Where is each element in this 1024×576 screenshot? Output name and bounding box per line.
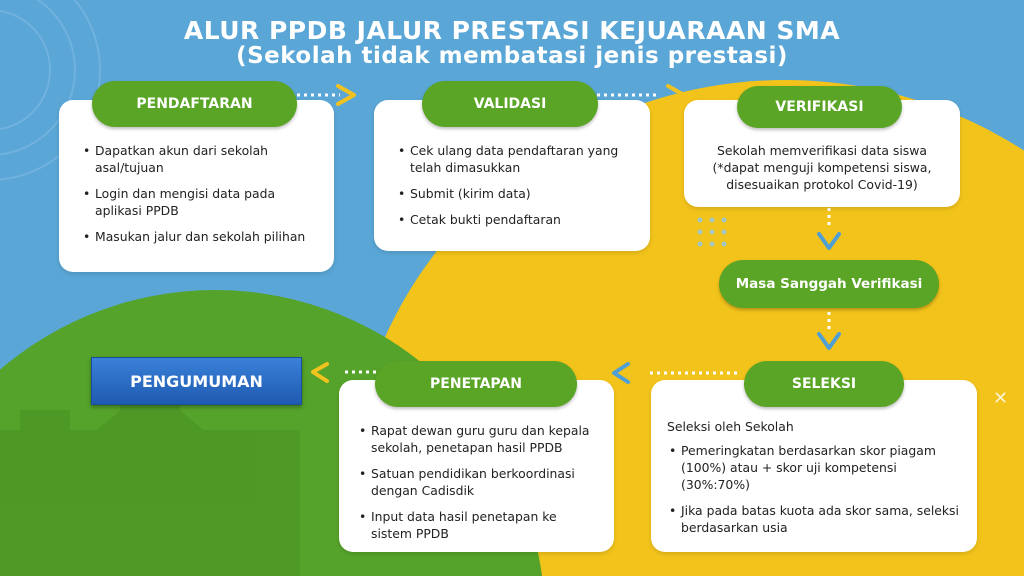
title-line-1: ALUR PPDB JALUR PRESTASI KEJUARAAN SMA: [183, 16, 841, 45]
pill-pendaftaran: PENDAFTARAN: [92, 81, 297, 127]
penetapan-item: • Rapat dewan guru guru dan kepala sekolah, penetapan hasil PPDB: [359, 422, 599, 456]
verifikasi-line: Sekolah memverifikasi data siswa: [716, 143, 927, 158]
arrow-to-verifikasi-icon: [668, 86, 684, 104]
arrow-to-sanggah-icon: [819, 234, 839, 248]
pill-validasi: VALIDASI: [422, 81, 598, 127]
cross-mark: ✕: [993, 388, 1009, 409]
verifikasi-text: [684, 142, 960, 193]
pill-penetapan: PENETAPAN: [375, 361, 577, 407]
validasi-item: • Cetak bukti pendaftaran: [398, 211, 632, 228]
arrow-to-validasi-icon: [338, 86, 354, 104]
penetapan-list: [359, 422, 599, 551]
pill-verifikasi: VERIFIKASI: [737, 86, 902, 128]
seleksi-intro: Seleksi oleh Sekolah: [667, 419, 794, 434]
penetapan-item: • Satuan pendidikan berkoordinasi dengan Cadisdik: [359, 465, 599, 499]
pengumuman-button[interactable]: PENGUMUMAN: [91, 357, 302, 405]
arrow-to-seleksi-icon: [819, 334, 839, 348]
title-line-2: (Sekolah tidak membatasi jenis prestasi): [236, 43, 788, 69]
verifikasi-line: (*dapat menguji kompetensi siswa,: [712, 160, 932, 175]
seleksi-item: • Jika pada batas kuota ada skor sama, seleksi berdasarkan usia: [669, 502, 959, 536]
arrow-to-pengumuman-icon: [313, 364, 327, 381]
validasi-item: • Cek ulang data pendaftaran yang telah dimasukkan: [398, 142, 632, 176]
pendaftaran-item: • Dapatkan akun dari sekolah asal/tujuan: [83, 142, 315, 176]
pendaftaran-list: [83, 142, 315, 254]
penetapan-item: • Input data hasil penetapan ke sistem PPDB: [359, 508, 599, 542]
seleksi-list: [669, 442, 959, 545]
pill-seleksi: SELEKSI: [744, 361, 904, 407]
pendaftaran-item: • Masukan jalur dan sekolah pilihan: [83, 228, 315, 245]
verifikasi-line: disesuaikan protokol Covid-19): [726, 177, 918, 192]
seleksi-item: • Pemeringkatan berdasarkan skor piagam (100%) atau + skor uji kompetensi (30%:70%): [669, 442, 959, 493]
validasi-list: [398, 142, 632, 237]
validasi-item: • Submit (kirim data): [398, 185, 632, 202]
pill-masa-sanggah: Masa Sanggah Verifikasi: [719, 260, 939, 308]
pendaftaran-item: • Login dan mengisi data pada aplikasi PPDB: [83, 185, 315, 219]
arrow-to-penetapan-icon: [614, 364, 628, 382]
